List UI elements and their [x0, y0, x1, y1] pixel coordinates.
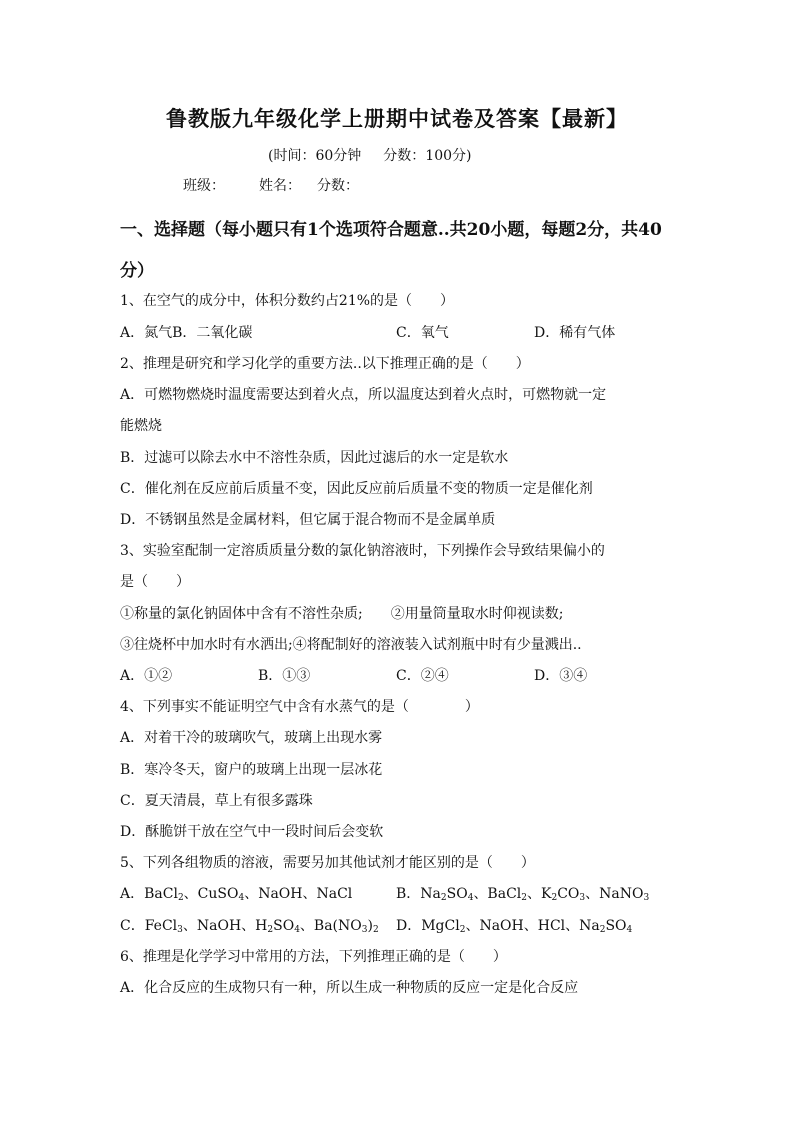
q5-option-b: B．$Na_2SO_4$、BaCl$_2$、$K_2CO_3$、NaNO$_3$	[396, 886, 650, 903]
q5-option-a: A．BaCl$_2$、CuSO$_4$、NaOH、NaCl	[120, 886, 353, 903]
q3-stem-line1: 3、实验室配制一定溶质质量分数的氯化钠溶液时，下列操作会导致结果偏小的	[120, 543, 605, 559]
q4-option-d: D．酥脆饼干放在空气中一段时间后会变软	[120, 824, 384, 840]
q2-stem: 2、推理是研究和学习化学的重要方法..以下推理正确的是（ ）	[120, 356, 530, 372]
score-label: 分数：	[317, 178, 359, 194]
q2-option-a-line2: 能燃烧	[120, 418, 162, 434]
q3-statements-1-2: ①称量的氯化钠固体中含有不溶性杂质; ②用量筒量取水时仰视读数;	[120, 606, 564, 622]
page-title: 鲁教版九年级化学上册期中试卷及答案【最新】	[166, 106, 628, 131]
q5-stem: 5、下列各组物质的溶液，需要另加其他试剂才能区别的是（ ）	[120, 855, 535, 871]
q5-option-d: D．MgCl$_2$、NaOH、HCl、$Na_2SO_4$	[396, 918, 633, 935]
q2-option-c: C．催化剂在反应前后质量不变，因此反应前后质量不变的物质一定是催化剂	[120, 481, 593, 497]
q4-option-a: A．对着干冷的玻璃吹气，玻璃上出现水雾	[120, 730, 383, 746]
q4-option-b: B．寒冷冬天，窗户的玻璃上出现一层冰花	[120, 762, 383, 778]
q3-option-d: D．③④	[534, 668, 588, 684]
student-fields	[183, 175, 359, 195]
q1-option-c: C．氧气	[396, 325, 449, 341]
name-label: 姓名：	[259, 178, 301, 194]
class-label: 班级：	[183, 178, 225, 194]
q3-option-c: C．②④	[396, 668, 449, 684]
q1-option-ab: A．氮气B．二氧化碳	[120, 325, 253, 341]
q4-stem: 4、下列事实不能证明空气中含有水蒸气的是（ ）	[120, 699, 479, 715]
q1-stem: 1、在空气的成分中，体积分数约占21%的是（ ）	[120, 293, 455, 309]
section-heading: 一、选择题（每小题只有1个选项符合题意..共20小题，每题2分，共40分）	[120, 220, 662, 281]
score-total-info: 分数：100分)	[383, 148, 472, 164]
q6-stem: 6、推理是化学学习中常用的方法，下列推理正确的是（ ）	[120, 949, 507, 965]
q2-option-b: B．过滤可以除去水中不溶性杂质，因此过滤后的水一定是软水	[120, 450, 509, 466]
q1-option-d: D．稀有气体	[534, 325, 616, 341]
q6-option-a: A．化合反应的生成物只有一种，所以生成一种物质的反应一定是化合反应	[120, 980, 579, 996]
q3-statements-3-4: ③往烧杯中加水时有水洒出;④将配制好的溶液装入试剂瓶中时有少量溅出..	[120, 637, 582, 653]
q4-option-c: C．夏天清晨，草上有很多露珠	[120, 793, 313, 809]
q2-option-a-line1: A．可燃物燃烧时温度需要达到着火点，所以温度达到着火点时，可燃物就一定	[120, 387, 607, 403]
q3-option-a: A．①②	[120, 668, 173, 684]
exam-meta	[268, 145, 471, 165]
time-info: (时间：60分钟	[268, 148, 362, 164]
q3-option-b: B．①③	[258, 668, 311, 684]
q3-stem-line2: 是（ ）	[120, 574, 190, 590]
q5-option-c: C．FeCl$_3$、NaOH、$H_2SO_4$、$Ba(NO_3)_2$	[120, 918, 379, 935]
q2-option-d: D．不锈钢虽然是金属材料，但它属于混合物而不是金属单质	[120, 512, 496, 528]
